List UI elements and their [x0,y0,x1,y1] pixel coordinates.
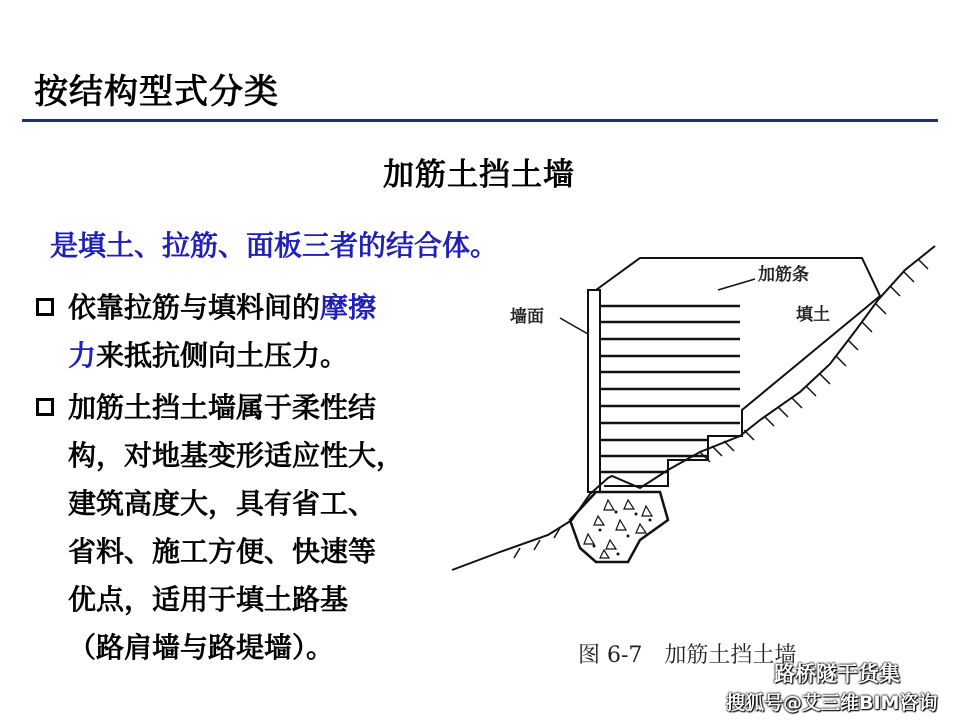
bullet-line: 构，对地基变形适应性大， [68,439,405,472]
bullet-text-segment: 依靠拉筋与填料间的 [68,291,321,324]
foundation-block [570,492,668,562]
bullet-line: 优点，适用于填土路基 [68,583,349,616]
foundation-aggregate [584,500,652,558]
bullet-line: 省料、施工方便、快速等 [68,535,377,568]
wall-face-leader [560,318,588,334]
bullet-line: 建筑高度大，具有省工、 [68,487,377,520]
figure-caption: 图 6-7 加筋土挡土墙 [578,643,797,668]
bullet-text [68,384,454,672]
label-reinforcement: 加筋条 [758,265,809,285]
label-fill: 填土 [796,305,830,325]
watermark-line-1 [744,658,900,688]
retaining-wall-diagram [440,232,960,680]
bullet-text-segment: 来抵抗侧向土压力。 [96,339,349,372]
wechat-icon [744,665,768,683]
reinforcement-strips [600,306,740,472]
bullet-item-advantages [34,384,454,672]
highlighted-term: 摩擦 [320,291,377,324]
wall-face-panel [588,290,600,492]
section-heading: 加筋土挡土墙 [383,157,575,193]
watermark-line-2: 搜狐号@艾三维BIM咨询 [726,692,938,714]
square-bullet-icon [36,298,54,316]
watermark-account-name: 路桥隧干货集 [774,662,900,686]
reinforcement-leader [718,279,755,290]
highlighted-term: 力 [68,339,97,372]
definition-text: 是填土、拉筋、面板三者的结合体。 [50,229,499,262]
slide-title: 按结构型式分类 [34,72,279,112]
label-wall-face: 墙面 [510,307,544,327]
bullet-line [68,332,454,380]
bullet-item-friction [34,284,454,380]
ground-profile [452,246,935,570]
bullet-line: （路肩墙与路堤墙）。 [68,631,335,664]
bullet-line: 加筋土挡土墙属于柔性结 [68,391,377,424]
bullet-text [68,284,454,380]
title-divider [22,119,938,122]
retaining-wall-svg [440,232,960,680]
bullet-line [68,284,454,332]
square-bullet-icon [36,398,54,416]
